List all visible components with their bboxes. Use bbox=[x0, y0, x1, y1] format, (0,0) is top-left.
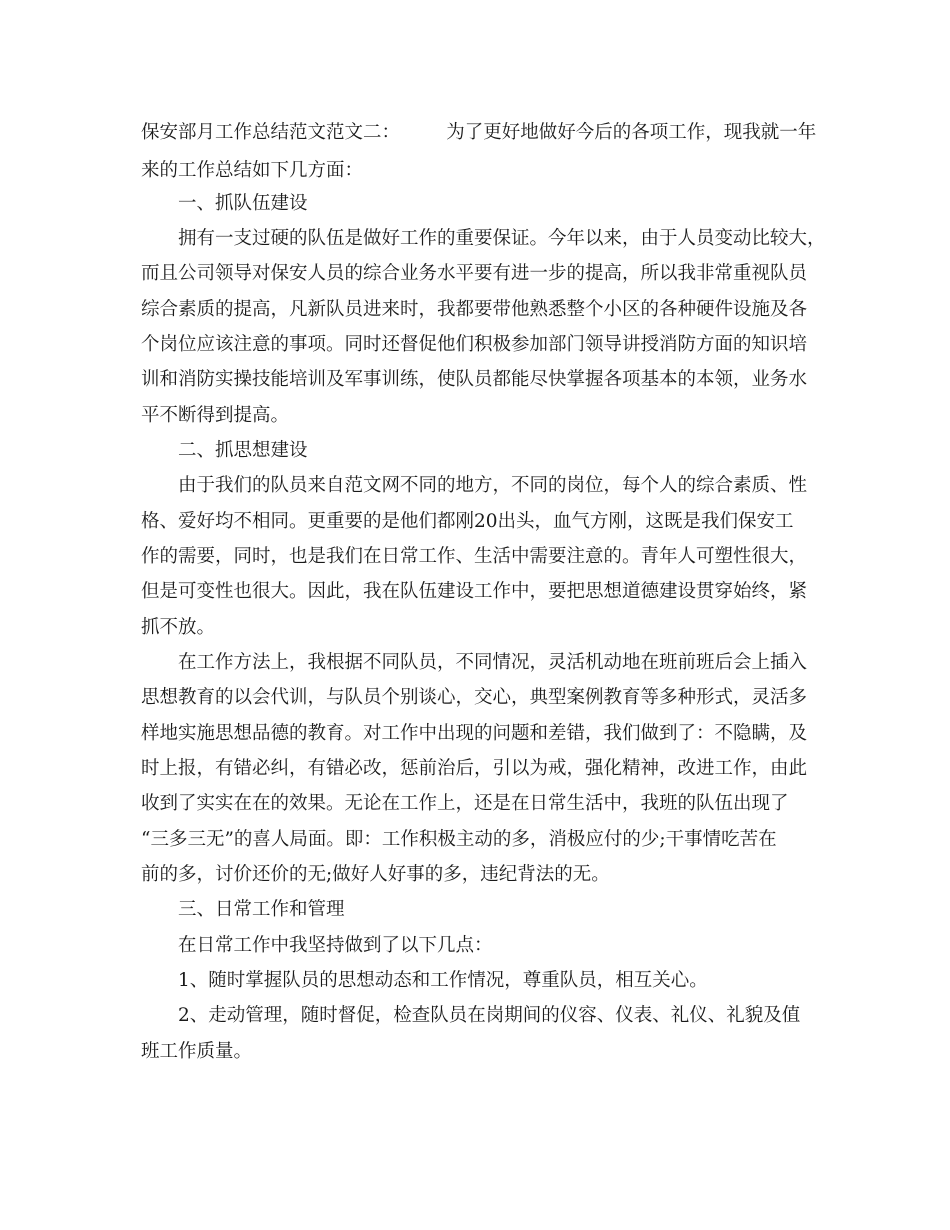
text-line: 思想教育的以会代训，与队员个别谈心，交心，典型案例教育等多种形式，灵活多 bbox=[141, 687, 808, 708]
text-line: 平不断得到提高。 bbox=[141, 405, 290, 426]
text-line: 但是可变性也很大。因此，我在队伍建设工作中，要把思想道德建设贯穿始终，紧 bbox=[141, 581, 808, 602]
text-line: 班工作质量。 bbox=[141, 1041, 253, 1062]
list-item: 1、随时掌握队员的思想动态和工作情况，尊重队员，相互关心。 bbox=[178, 970, 708, 991]
section-heading: 二、抓思想建设 bbox=[178, 440, 308, 461]
text-line: 格、爱好均不相同。更重要的是他们都刚20出头，血气方刚，这既是我们保安工 bbox=[141, 511, 794, 532]
text-line: 训和消防实操技能培训及军事训练，使队员都能尽快掌握各项基本的本领，业务水 bbox=[141, 369, 808, 390]
list-item: 2、走动管理，随时督促，检查队员在岗期间的仪容、仪表、礼仪、礼貌及值 bbox=[178, 1005, 801, 1026]
text-line: 保安部月工作总结范文范文二： 为了更好地做好今后的各项工作，现我就一年 bbox=[141, 122, 817, 143]
text-line: 综合素质的提高，凡新队员进来时，我都要带他熟悉整个小区的各种硬件设施及各 bbox=[141, 299, 808, 320]
text-line: 前的多，讨价还价的无;做好人好事的多，违纪背法的无。 bbox=[141, 864, 610, 885]
text-line: 个岗位应该注意的事项。同时还督促他们积极参加部门领导讲授消防方面的知识培 bbox=[141, 334, 808, 355]
text-line: 拥有一支过硬的队伍是做好工作的重要保证。今年以来，由于人员变动比较大， bbox=[178, 228, 826, 249]
text-line: 时上报，有错必纠，有错必改，惩前治后，引以为戒，强化精神，改进工作，由此 bbox=[141, 758, 808, 779]
text-line: 来的工作总结如下几方面： bbox=[141, 160, 364, 181]
text-line: 而且公司领导对保安人员的综合业务水平要有进一步的提高，所以我非常重视队员 bbox=[141, 263, 808, 284]
text-line: 在工作方法上，我根据不同队员，不同情况，灵活机动地在班前班后会上插入 bbox=[178, 652, 808, 673]
text-line: 样地实施思想品德的教育。对工作中出现的问题和差错，我们做到了：不隐瞒，及 bbox=[141, 723, 808, 744]
text-line: “三多三无”的喜人局面。即：工作积极主动的多，消极应付的少;干事情吃苦在 bbox=[141, 829, 777, 850]
section-heading: 一、抓队伍建设 bbox=[178, 193, 308, 214]
text-line: 抓不放。 bbox=[141, 617, 216, 638]
text-line: 由于我们的队员来自范文网不同的地方，不同的岗位，每个人的综合素质、性 bbox=[178, 475, 808, 496]
text-line: 在日常工作中我坚持做到了以下几点： bbox=[178, 935, 493, 956]
text-line: 收到了实实在在的效果。无论在工作上，还是在日常生活中，我班的队伍出现了 bbox=[141, 793, 789, 814]
section-heading: 三、日常工作和管理 bbox=[178, 899, 345, 920]
text-line: 作的需要，同时，也是我们在日常工作、生活中需要注意的。青年人可塑性很大， bbox=[141, 546, 808, 567]
